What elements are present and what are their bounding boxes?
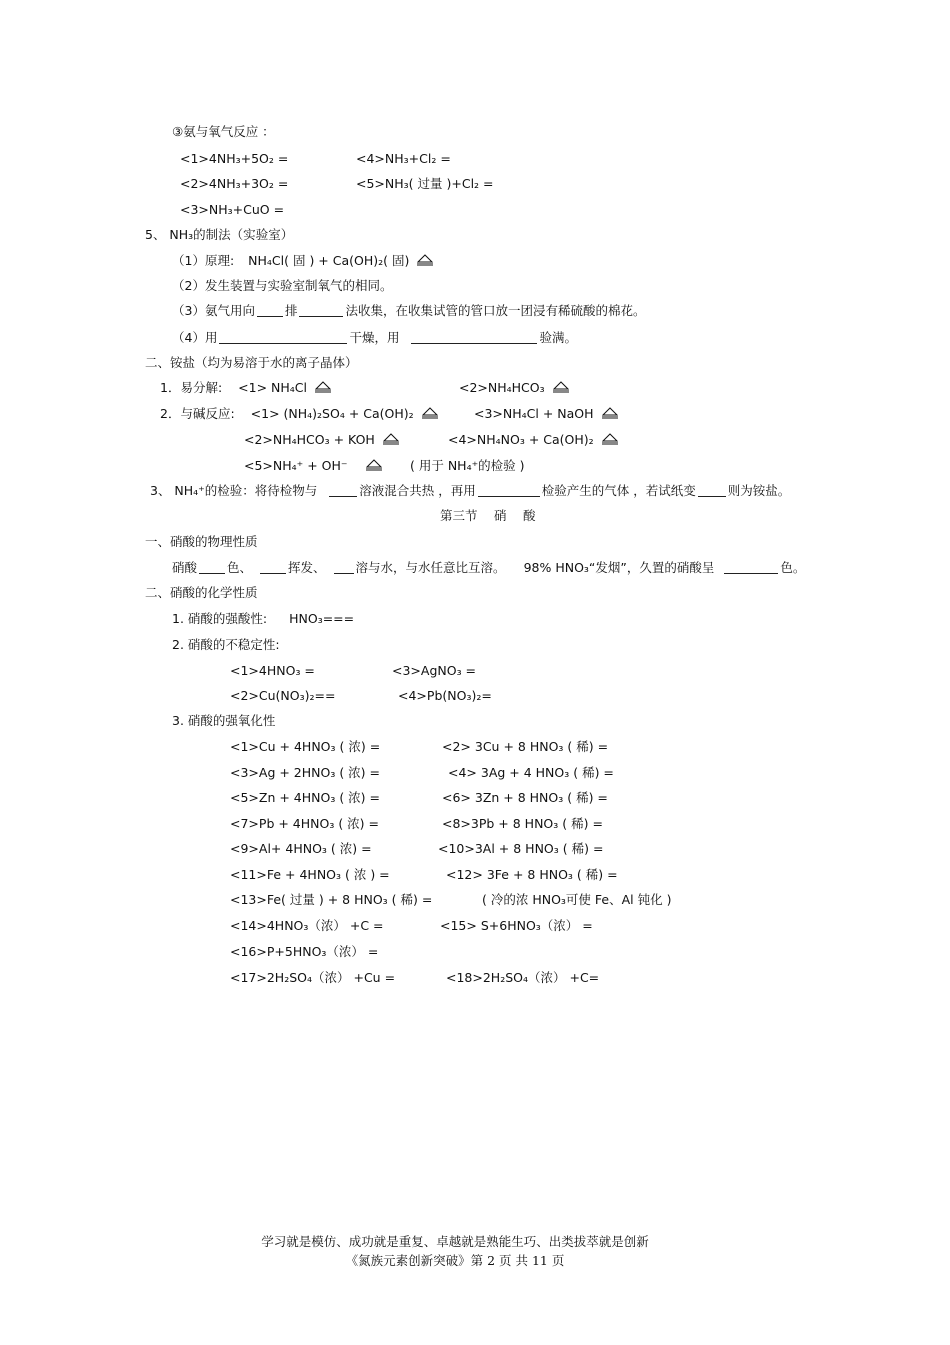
text: 验满。: [539, 330, 577, 345]
equation: <5>Zn + 4HNO₃ ( 浓) =: [230, 790, 381, 805]
section-heading: ③氨与氧气反应 ：: [172, 124, 275, 139]
section-heading: 5、 NH₃的制法（实验室）: [145, 227, 294, 242]
text: 则为铵盐。: [727, 483, 791, 498]
equation: HNO₃===: [289, 611, 355, 626]
label: 2．与碱反应:: [160, 406, 235, 421]
equation: <2>4NH₃+3O₂ =: [180, 176, 289, 191]
text-line: [448, 432, 618, 448]
section-title: 第三节 硝 酸: [440, 508, 536, 523]
equation: <7>Pb + 4HNO₃ ( 浓) =: [230, 816, 379, 831]
equation: <6> 3Zn + 8 HNO₃ ( 稀) =: [442, 790, 608, 805]
equation: <5>NH₃( 过量 )+Cl₂ =: [356, 176, 494, 191]
equation: <4>NH₄NO₃ + Ca(OH)₂: [448, 432, 594, 447]
text: （3）氨气用向: [172, 303, 255, 318]
text: 干燥，用: [349, 330, 400, 345]
text: 硝酸: [172, 560, 198, 575]
label: 1. 硝酸的强酸性:: [172, 611, 268, 626]
fill-blank[interactable]: [260, 561, 286, 574]
equation: <1>Cu + 4HNO₃ ( 浓) =: [230, 739, 381, 754]
equation: <16>P+5HNO₃（浓） =: [230, 944, 379, 959]
equation: <14>4HNO₃（浓） +C =: [230, 918, 384, 933]
equation: <8>3Pb + 8 HNO₃ ( 稀) =: [442, 816, 603, 831]
equation: NH₄Cl( 固 ) + Ca(OH)₂( 固): [248, 253, 410, 268]
label: （1）原理:: [172, 253, 235, 268]
text: 3、 NH₄⁺的检验：将待检物与: [150, 483, 318, 498]
heat-icon: [602, 407, 618, 419]
heat-icon: [602, 433, 618, 445]
section-heading: 二、硝酸的化学性质: [145, 585, 258, 600]
section-heading: 一、硝酸的物理性质: [145, 534, 258, 549]
equation: <3>AgNO₃ =: [392, 663, 477, 678]
equation: <3>NH₄Cl + NaOH: [474, 406, 594, 421]
equation: <12> 3Fe + 8 HNO₃ ( 稀) =: [446, 867, 618, 882]
label: 3. 硝酸的强氧化性: [172, 713, 276, 728]
note: ( 用于 NH₄⁺的检验 ): [410, 458, 525, 473]
text-line: [172, 303, 646, 319]
fill-blank[interactable]: [698, 484, 726, 497]
text-line: [172, 330, 577, 346]
text: 溶液混合共热 ，再用: [359, 483, 476, 498]
equation: <2>NH₄HCO₃ + KOH: [244, 432, 375, 447]
text-line: [459, 380, 569, 396]
text-line: [150, 483, 790, 499]
equation: <9>Al+ 4HNO₃ ( 浓) =: [230, 841, 372, 856]
text-line: [172, 611, 354, 627]
text: 色、: [227, 560, 253, 575]
text-line: [244, 458, 382, 474]
text: 检验产生的气体 ，若试纸变: [541, 483, 696, 498]
text: 排: [284, 303, 298, 318]
text: 色。: [780, 560, 806, 575]
equation: <2>NH₄HCO₃: [459, 380, 545, 395]
equation: <1> (NH₄)₂SO₄ + Ca(OH)₂: [250, 406, 414, 421]
equation: <2> 3Cu + 8 HNO₃ ( 稀) =: [442, 739, 609, 754]
equation: <3>NH₃+CuO =: [180, 202, 285, 217]
text-line: [474, 406, 618, 422]
heat-icon: [553, 381, 569, 393]
text: 溶与水，与水任意比互溶。: [355, 560, 506, 575]
equation: <2>Cu(NO₃)₂==: [230, 688, 336, 703]
fill-blank[interactable]: [724, 561, 778, 574]
equation: <13>Fe( 过量 ) + 8 HNO₃ ( 稀) =: [230, 892, 433, 907]
text-line: [172, 253, 433, 269]
label: 2. 硝酸的不稳定性:: [172, 637, 280, 652]
fill-blank[interactable]: [334, 561, 354, 574]
fill-blank[interactable]: [199, 561, 225, 574]
equation: <10>3Al + 8 HNO₃ ( 稀) =: [438, 841, 604, 856]
equation: <3>Ag + 2HNO₃ ( 浓) =: [230, 765, 381, 780]
note: ( 冷的浓 HNO₃可使 Fe、Al 钝化 ): [482, 892, 672, 907]
fill-blank[interactable]: [478, 484, 540, 497]
equation: <1>4NH₃+5O₂ =: [180, 151, 289, 166]
equation: <1>4HNO₃ =: [230, 663, 315, 678]
text-line: [160, 406, 438, 422]
footer-motto: 学习就是模仿、成功就是重复、卓越就是熟能生巧、出类拔萃就是创新: [261, 1234, 649, 1249]
heat-icon: [366, 459, 382, 471]
text-line: [172, 560, 805, 576]
heat-icon: [417, 254, 433, 266]
equation: <5>NH₄⁺ + OH⁻: [244, 458, 348, 473]
fill-blank[interactable]: [411, 331, 537, 344]
heat-icon: [383, 433, 399, 445]
heat-icon: [315, 381, 331, 393]
text-line: [244, 432, 399, 448]
equation: <17>2H₂SO₄（浓） +Cu =: [230, 970, 396, 985]
equation: <15> S+6HNO₃（浓） =: [440, 918, 593, 933]
text: （4）用: [172, 330, 218, 345]
equation: <4>NH₃+Cl₂ =: [356, 151, 451, 166]
equation: <4> 3Ag + 4 HNO₃ ( 稀) =: [448, 765, 614, 780]
fill-blank[interactable]: [329, 484, 357, 497]
label: 1．易分解:: [160, 380, 223, 395]
page-number: 《氮族元素创新突破》第 2 页 共 11 页: [345, 1253, 565, 1268]
text: 98% HNO₃“发烟”，久置的硝酸呈: [523, 560, 715, 575]
section-heading: 二、铵盐（均为易溶于水的离子晶体）: [145, 355, 358, 370]
text: 法收集，在收集试管的管口放一团浸有稀硫酸的棉花。: [345, 303, 646, 318]
equation: <18>2H₂SO₄（浓） +C=: [446, 970, 600, 985]
heat-icon: [422, 407, 438, 419]
fill-blank[interactable]: [219, 331, 347, 344]
fill-blank[interactable]: [299, 304, 343, 317]
text-line: （2）发生装置与实验室制氧气的相同。: [172, 278, 393, 293]
text-line: [160, 380, 331, 396]
equation: <4>Pb(NO₃)₂=: [398, 688, 492, 703]
text: 挥发、: [288, 560, 326, 575]
fill-blank[interactable]: [257, 304, 283, 317]
equation: <11>Fe + 4HNO₃ ( 浓 ) =: [230, 867, 390, 882]
equation: <1> NH₄Cl: [238, 380, 307, 395]
